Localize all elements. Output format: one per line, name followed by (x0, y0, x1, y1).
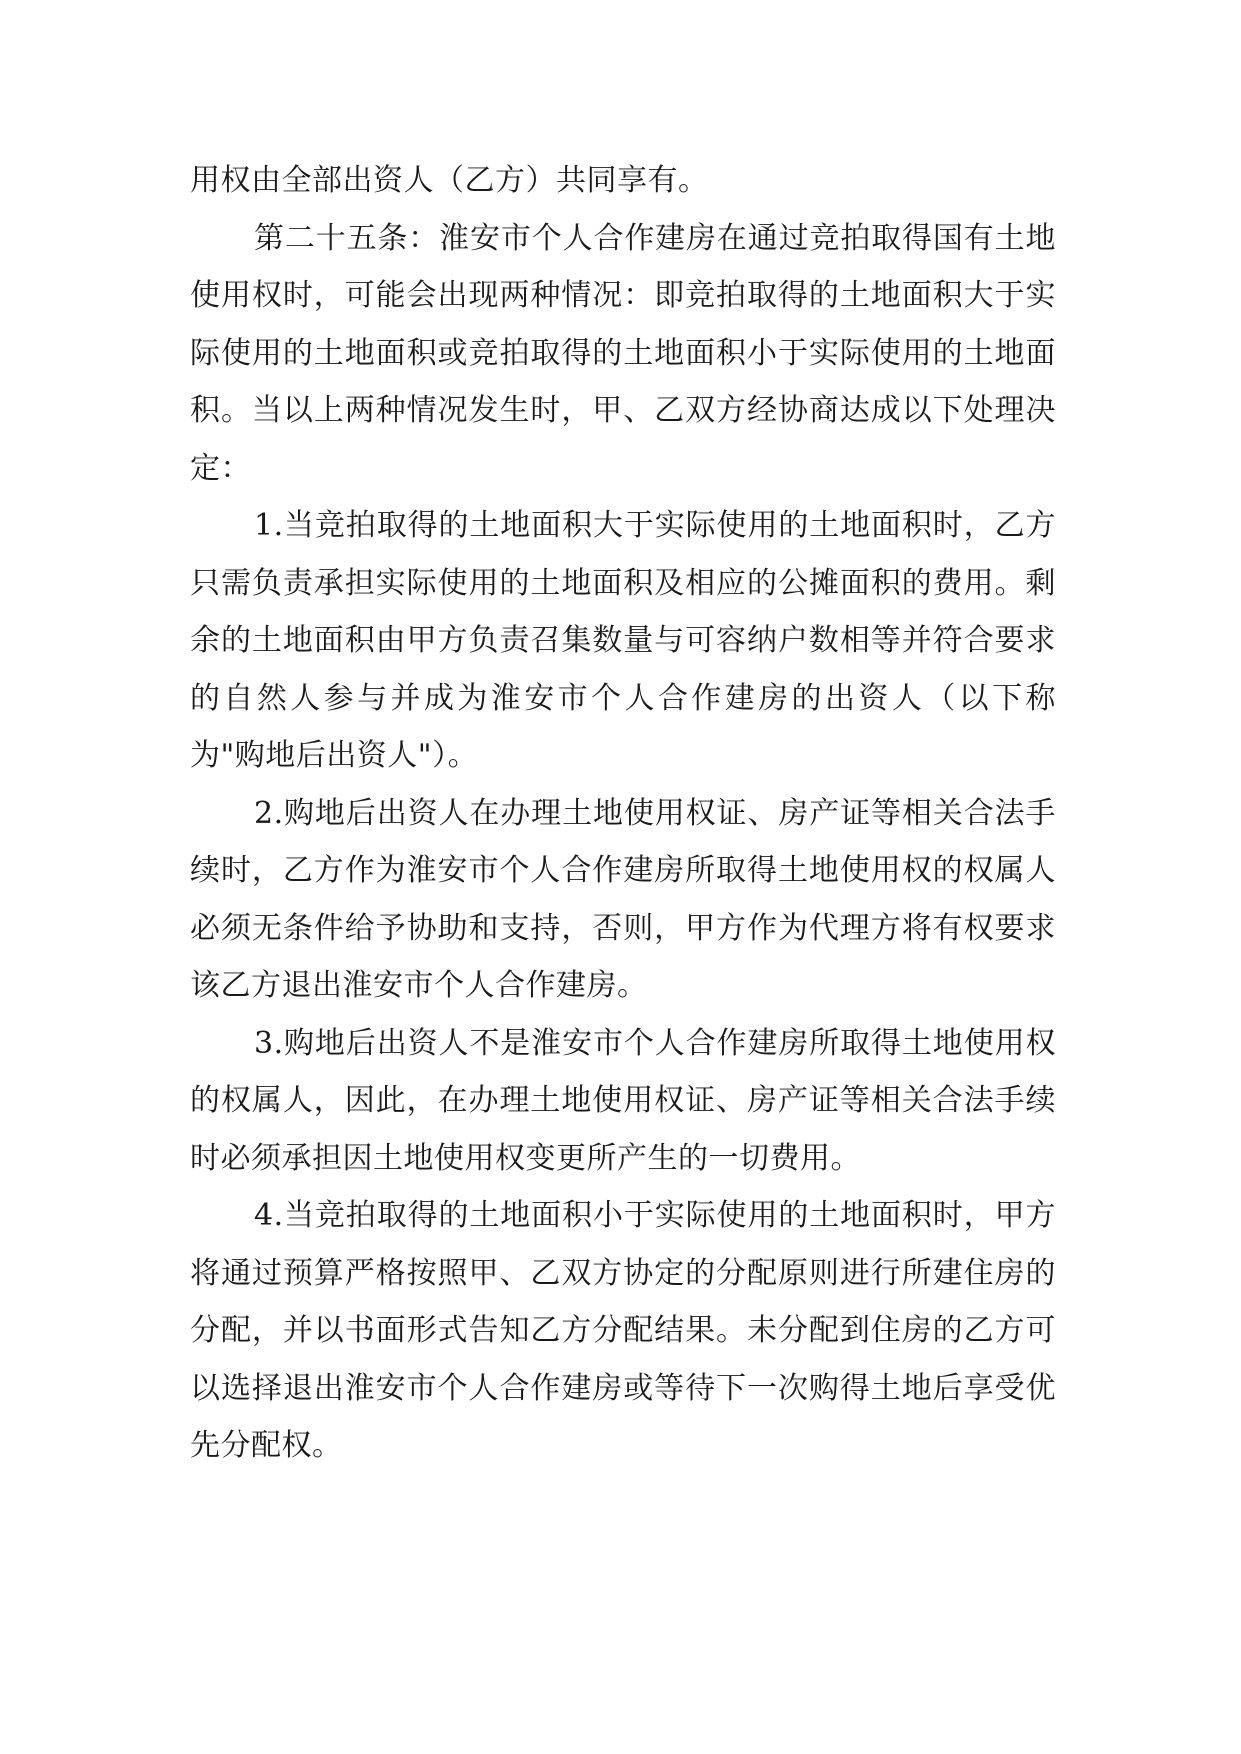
paragraph-article-25: 第二十五条：淮安市个人合作建房在通过竞拍取得国有土地使用权时，可能会出现两种情况：即竞拍取得的土地面积大于实际使用的土地面积或竞拍取得的土地面积小于实际使用的土地面积。当以上两种情况发生时，甲、乙双方经协商达成以下处理决定： (190, 220, 1056, 486)
paragraph-item-4: 4.当竞拍取得的土地面积小于实际使用的土地面积时，甲方将通过预算严格按照甲、乙双方协定的分配原则进行所建住房的分配，并以书面形式告知乙方分配结果。未分配到住房的乙方可以选择退出淮安市个人合作建房或等待下一次购得土地后享受优先分配权。 (190, 1198, 1056, 1463)
document-page (190, 152, 1056, 1475)
paragraph-item-3: 3.购地后出资人不是淮安市个人合作建房所取得土地使用权的权属人，因此，在办理土地使用权证、房产证等相关合法手续时必须承担因土地使用权变更所产生的一切费用。 (190, 1025, 1056, 1176)
paragraph-item-2: 2.购地后出资人在办理土地使用权证、房产证等相关合法手续时，乙方作为淮安市个人合作建房所取得土地使用权的权属人必须无条件给予协助和支持，否则，甲方作为代理方将有权要求该乙方退出淮安市个人合作建房。 (190, 795, 1056, 1003)
paragraph-item-1: 1.当竞拍取得的土地面积大于实际使用的土地面积时，乙方只需负责承担实际使用的土地面积及相应的公摊面积的费用。剩余的土地面积由甲方负责召集数量与可容纳户数相等并符合要求的自然人参与并成为淮安市个人合作建房的出资人（以下称为"购地后出资人"）。 (190, 508, 1056, 773)
paragraph-continuation: 用权由全部出资人（乙方）共同享有。 (190, 163, 709, 198)
